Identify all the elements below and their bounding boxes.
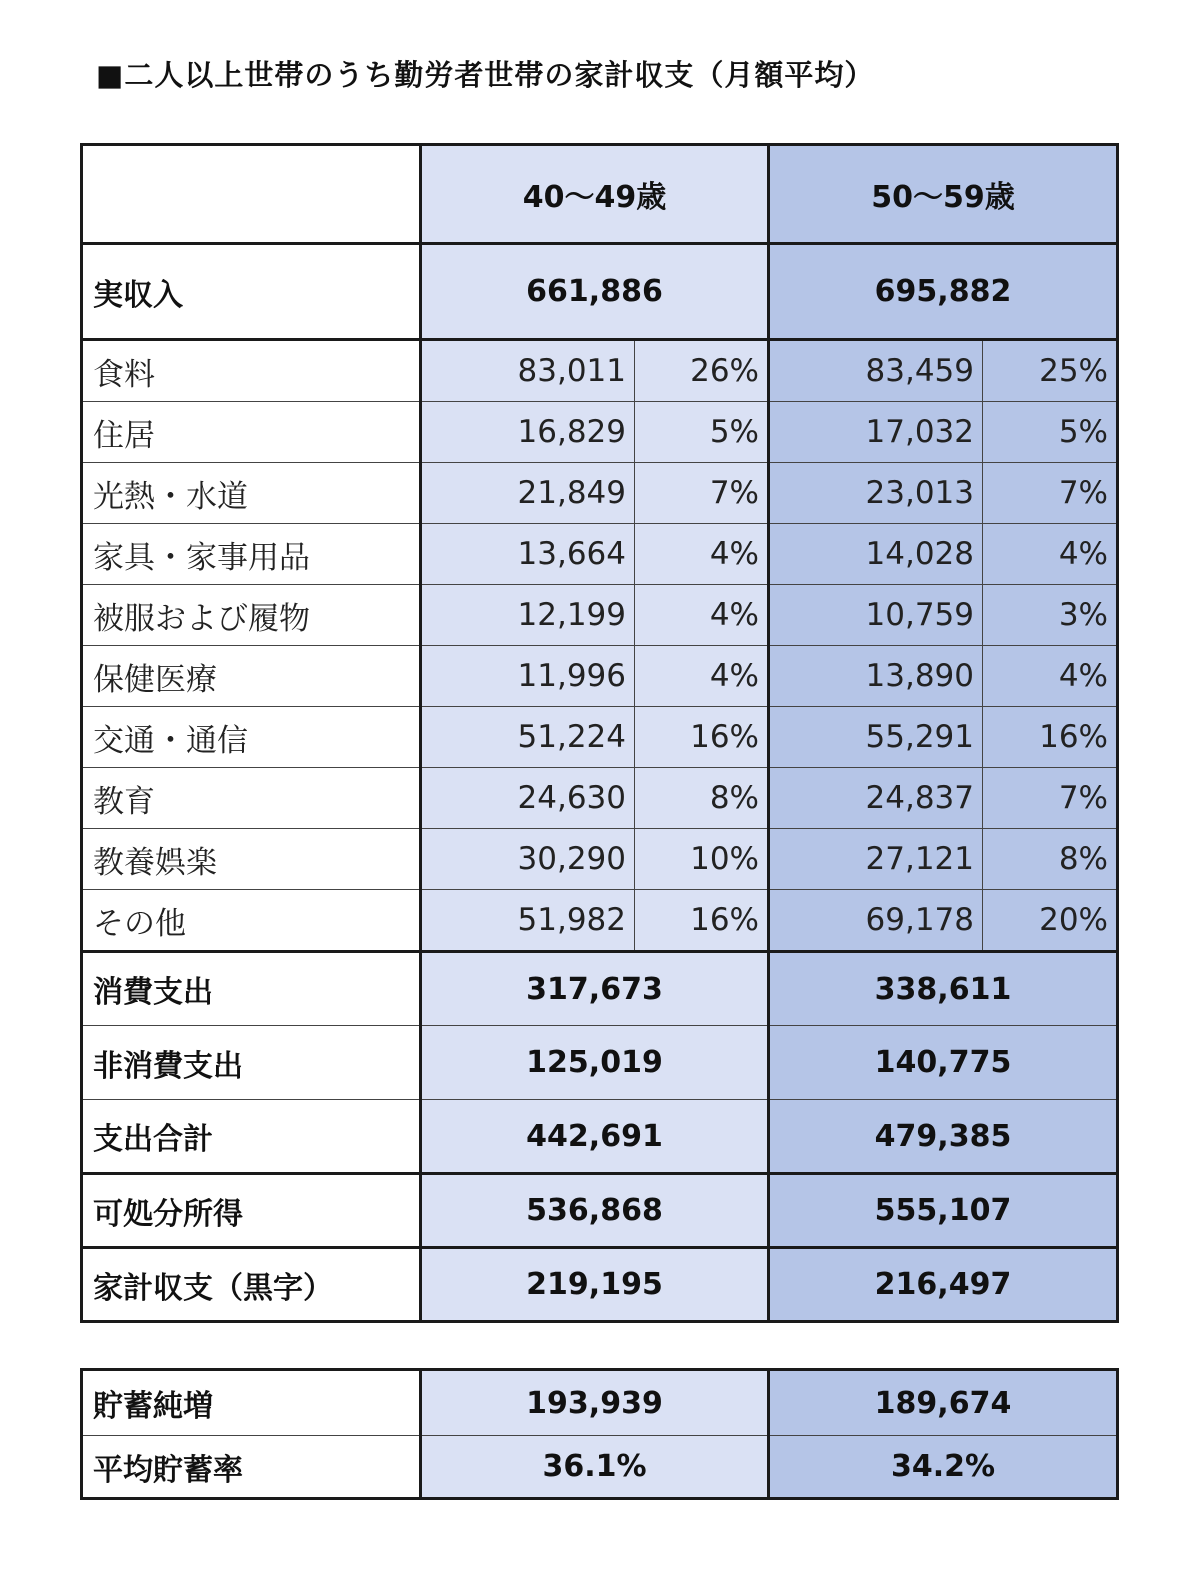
savings-row <box>82 1370 1118 1436</box>
value-40-49: 442,691 <box>421 1100 769 1174</box>
category-label: その他 <box>82 890 421 952</box>
total-row <box>82 1026 1118 1100</box>
share-50-59: 7% <box>983 768 1118 829</box>
amount-40-49: 83,011 <box>421 340 635 402</box>
share-40-49: 4% <box>635 524 769 585</box>
total-label: 家計収支（黒字） <box>82 1248 421 1322</box>
row-label: 実収入 <box>82 244 421 340</box>
total-label: 可処分所得 <box>82 1174 421 1248</box>
category-row <box>82 646 1118 707</box>
total-label: 非消費支出 <box>82 1026 421 1100</box>
amount-40-49: 16,829 <box>421 402 635 463</box>
savings-label: 貯蓄純増 <box>82 1370 421 1436</box>
amount-50-59: 23,013 <box>769 463 983 524</box>
category-row <box>82 768 1118 829</box>
share-40-49: 5% <box>635 402 769 463</box>
page-title: ■二人以上世帯のうち勤労者世帯の家計収支（月額平均） <box>96 58 875 92</box>
category-label: 教育 <box>82 768 421 829</box>
value-40-49: 193,939 <box>421 1370 769 1436</box>
value-40-49: 219,195 <box>421 1248 769 1322</box>
share-40-49: 4% <box>635 646 769 707</box>
category-label: 交通・通信 <box>82 707 421 768</box>
category-label: 被服および履物 <box>82 585 421 646</box>
amount-50-59: 14,028 <box>769 524 983 585</box>
amount-50-59: 69,178 <box>769 890 983 952</box>
household-budget-table <box>80 143 1119 1323</box>
category-row <box>82 402 1118 463</box>
category-row <box>82 463 1118 524</box>
category-label: 保健医療 <box>82 646 421 707</box>
share-50-59: 5% <box>983 402 1118 463</box>
category-row <box>82 524 1118 585</box>
amount-40-49: 12,199 <box>421 585 635 646</box>
share-40-49: 8% <box>635 768 769 829</box>
share-40-49: 10% <box>635 829 769 890</box>
amount-50-59: 24,837 <box>769 768 983 829</box>
share-50-59: 16% <box>983 707 1118 768</box>
share-50-59: 4% <box>983 646 1118 707</box>
category-row <box>82 340 1118 402</box>
value-50-59: 189,674 <box>769 1370 1118 1436</box>
share-50-59: 4% <box>983 524 1118 585</box>
category-row <box>82 585 1118 646</box>
share-50-59: 3% <box>983 585 1118 646</box>
savings-row <box>82 1436 1118 1499</box>
value-40-49: 125,019 <box>421 1026 769 1100</box>
amount-40-49: 13,664 <box>421 524 635 585</box>
amount-50-59: 10,759 <box>769 585 983 646</box>
value-40-49: 36.1% <box>421 1436 769 1499</box>
share-40-49: 7% <box>635 463 769 524</box>
share-50-59: 25% <box>983 340 1118 402</box>
category-label: 教養娯楽 <box>82 829 421 890</box>
value-40-49: 661,886 <box>421 244 769 340</box>
header-corner-cell <box>82 145 421 244</box>
value-40-49: 317,673 <box>421 952 769 1026</box>
value-50-59: 338,611 <box>769 952 1118 1026</box>
savings-label: 平均貯蓄率 <box>82 1436 421 1499</box>
amount-40-49: 24,630 <box>421 768 635 829</box>
amount-50-59: 13,890 <box>769 646 983 707</box>
share-40-49: 16% <box>635 890 769 952</box>
total-label: 消費支出 <box>82 952 421 1026</box>
value-50-59: 34.2% <box>769 1436 1118 1499</box>
total-row <box>82 1174 1118 1248</box>
income-row <box>82 244 1118 340</box>
value-50-59: 479,385 <box>769 1100 1118 1174</box>
total-label: 支出合計 <box>82 1100 421 1174</box>
amount-40-49: 51,224 <box>421 707 635 768</box>
value-50-59: 695,882 <box>769 244 1118 340</box>
category-label: 住居 <box>82 402 421 463</box>
header-age-50-59: 50～59歳 <box>769 145 1118 244</box>
share-50-59: 7% <box>983 463 1118 524</box>
savings-table <box>80 1368 1119 1500</box>
amount-50-59: 55,291 <box>769 707 983 768</box>
category-label: 家具・家事用品 <box>82 524 421 585</box>
category-row <box>82 890 1118 952</box>
total-row <box>82 1248 1118 1322</box>
category-row <box>82 707 1118 768</box>
share-40-49: 26% <box>635 340 769 402</box>
amount-50-59: 27,121 <box>769 829 983 890</box>
share-40-49: 16% <box>635 707 769 768</box>
amount-40-49: 21,849 <box>421 463 635 524</box>
value-50-59: 140,775 <box>769 1026 1118 1100</box>
total-row <box>82 1100 1118 1174</box>
category-label: 光熱・水道 <box>82 463 421 524</box>
header-row <box>82 145 1118 244</box>
category-row <box>82 829 1118 890</box>
amount-40-49: 30,290 <box>421 829 635 890</box>
share-50-59: 8% <box>983 829 1118 890</box>
category-label: 食料 <box>82 340 421 402</box>
value-50-59: 555,107 <box>769 1174 1118 1248</box>
total-row <box>82 952 1118 1026</box>
amount-50-59: 83,459 <box>769 340 983 402</box>
amount-40-49: 51,982 <box>421 890 635 952</box>
amount-50-59: 17,032 <box>769 402 983 463</box>
value-40-49: 536,868 <box>421 1174 769 1248</box>
value-50-59: 216,497 <box>769 1248 1118 1322</box>
amount-40-49: 11,996 <box>421 646 635 707</box>
header-age-40-49: 40～49歳 <box>421 145 769 244</box>
share-40-49: 4% <box>635 585 769 646</box>
share-50-59: 20% <box>983 890 1118 952</box>
